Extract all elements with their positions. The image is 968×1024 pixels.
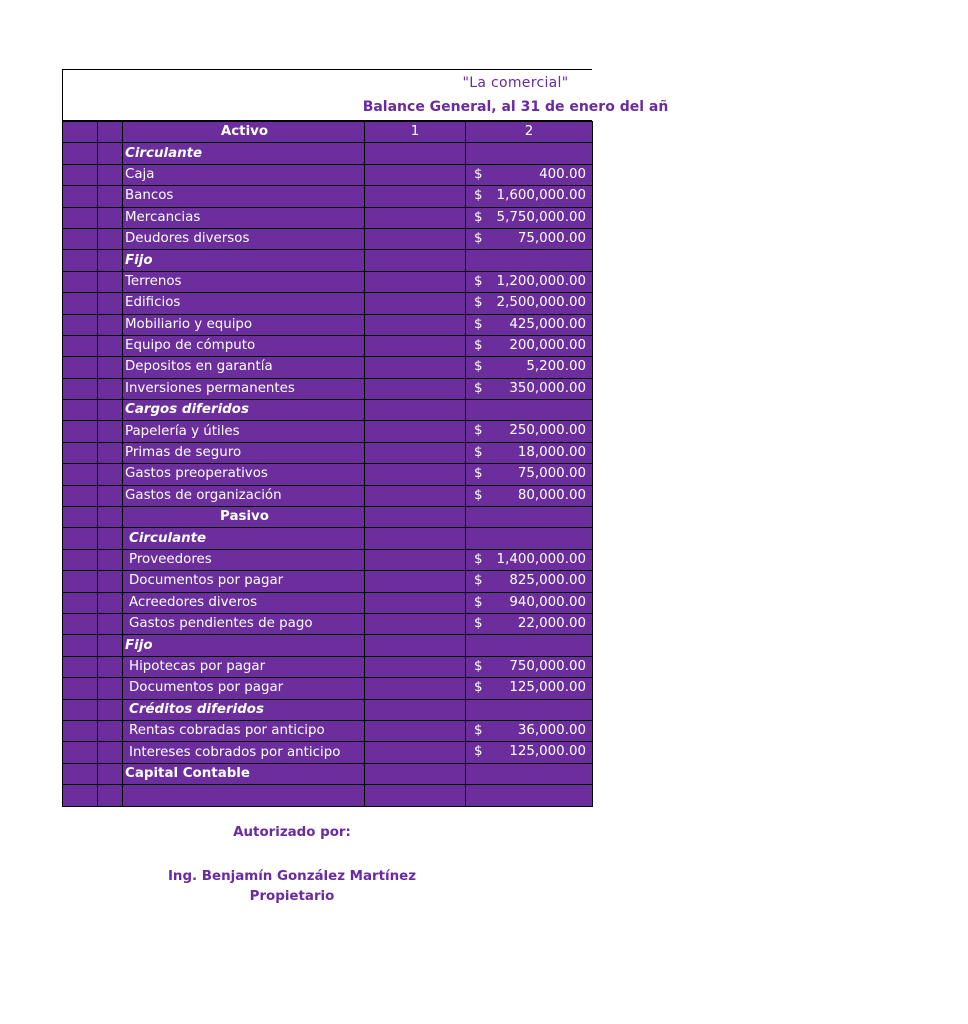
company-title: "La comercial" <box>462 75 569 91</box>
spacer-cell[interactable] <box>98 485 123 506</box>
amount-value: 18,000.00 <box>517 444 586 460</box>
amount-cell[interactable] <box>466 335 593 356</box>
table-row <box>63 271 593 292</box>
row-header-cell[interactable] <box>63 293 98 314</box>
column-1-cell[interactable] <box>365 699 466 720</box>
row-header-cell[interactable] <box>63 421 98 442</box>
spacer-cell[interactable] <box>98 699 123 720</box>
amount-cell[interactable] <box>466 485 593 506</box>
currency-symbol: $ <box>474 188 483 204</box>
row-header-cell[interactable] <box>63 228 98 249</box>
spacer-cell[interactable] <box>98 378 123 399</box>
table-row <box>63 464 593 485</box>
section-label[interactable]: Fijo <box>123 250 365 271</box>
account-label[interactable]: Documentos por pagar <box>123 571 365 592</box>
section-label[interactable]: Créditos diferidos <box>123 699 365 720</box>
amount-cell[interactable] <box>466 571 593 592</box>
spacer-cell[interactable] <box>98 549 123 570</box>
table-row <box>63 314 593 335</box>
table-row <box>63 335 593 356</box>
column-1-header[interactable]: 1 <box>365 122 466 143</box>
row-header-cell[interactable] <box>63 720 98 741</box>
table-row <box>63 785 593 806</box>
amount-cell[interactable] <box>466 442 593 463</box>
row-header-cell[interactable] <box>63 442 98 463</box>
currency-symbol: $ <box>474 380 483 396</box>
spacer-cell[interactable] <box>98 656 123 677</box>
section-heading[interactable]: Capital Contable <box>123 763 365 784</box>
amount-value: 75,000.00 <box>517 230 586 246</box>
section-label[interactable]: Cargos diferidos <box>123 400 365 421</box>
table-row <box>63 549 593 570</box>
amount-value: 1,400,000.00 <box>496 551 586 567</box>
spacer-cell[interactable] <box>98 742 123 763</box>
amount-cell[interactable] <box>466 164 593 185</box>
authorizer-role: Propietario <box>249 889 335 904</box>
account-label[interactable]: Documentos por pagar <box>123 678 365 699</box>
spacer-cell[interactable] <box>98 314 123 335</box>
account-label[interactable]: Edificios <box>123 293 365 314</box>
column-1-cell[interactable] <box>365 271 466 292</box>
column-1-cell[interactable] <box>365 357 466 378</box>
amount-cell[interactable] <box>466 250 593 271</box>
amount-cell[interactable] <box>466 207 593 228</box>
currency-symbol: $ <box>474 444 483 460</box>
account-label[interactable]: Terrenos <box>123 271 365 292</box>
currency-symbol: $ <box>474 166 483 182</box>
amount-cell[interactable] <box>466 613 593 634</box>
currency-symbol: $ <box>474 295 483 311</box>
row-header-cell[interactable] <box>63 357 98 378</box>
currency-symbol: $ <box>474 615 483 631</box>
amount-value: 750,000.00 <box>509 658 586 674</box>
row-header-cell[interactable] <box>63 763 98 784</box>
row-header-cell[interactable] <box>63 164 98 185</box>
table-row <box>63 528 593 549</box>
row-header-cell[interactable] <box>63 143 98 164</box>
amount-cell[interactable] <box>466 763 593 784</box>
row-header-cell[interactable] <box>63 507 98 528</box>
account-label[interactable]: Caja <box>123 164 365 185</box>
table-row <box>63 357 593 378</box>
account-label[interactable]: Gastos preoperativos <box>123 464 365 485</box>
amount-value: 200,000.00 <box>509 337 586 353</box>
spacer-cell[interactable] <box>98 400 123 421</box>
account-label[interactable]: Papelería y útiles <box>123 421 365 442</box>
table-row <box>63 571 593 592</box>
row-header-cell[interactable] <box>63 571 98 592</box>
row-header-cell[interactable] <box>63 656 98 677</box>
amount-value: 5,750,000.00 <box>496 209 586 225</box>
amount-cell[interactable] <box>466 143 593 164</box>
table-row <box>63 720 593 741</box>
account-label[interactable]: Rentas cobradas por anticipo <box>123 720 365 741</box>
currency-symbol: $ <box>474 680 483 696</box>
table-row <box>63 742 593 763</box>
column-1-cell[interactable] <box>365 400 466 421</box>
row-header-cell[interactable] <box>63 122 98 143</box>
amount-value: 940,000.00 <box>509 594 586 610</box>
amount-cell[interactable] <box>466 378 593 399</box>
column-1-cell[interactable] <box>365 742 466 763</box>
row-header-cell[interactable] <box>63 785 98 806</box>
row-header-cell[interactable] <box>63 592 98 613</box>
table-row <box>63 378 593 399</box>
spacer-cell[interactable] <box>98 635 123 656</box>
column-1-cell[interactable] <box>365 678 466 699</box>
amount-cell[interactable] <box>466 720 593 741</box>
spacer-cell[interactable] <box>98 143 123 164</box>
amount-cell[interactable] <box>466 186 593 207</box>
currency-symbol: $ <box>474 337 483 353</box>
table-row <box>63 635 593 656</box>
row-header-cell[interactable] <box>63 678 98 699</box>
account-label[interactable]: Intereses cobrados por anticipo <box>123 742 365 763</box>
title-block <box>62 69 669 121</box>
section-label[interactable]: Circulante <box>123 143 365 164</box>
section-heading[interactable]: Pasivo <box>123 507 365 528</box>
currency-symbol: $ <box>474 722 483 738</box>
currency-symbol: $ <box>474 230 483 246</box>
column-1-cell[interactable] <box>365 228 466 249</box>
amount-value: 250,000.00 <box>509 423 586 439</box>
amount-value: 425,000.00 <box>509 316 586 332</box>
section-label[interactable]: Fijo <box>123 635 365 656</box>
column-1-cell[interactable] <box>365 421 466 442</box>
table-row <box>63 164 593 185</box>
column-1-cell[interactable] <box>365 207 466 228</box>
spacer-cell[interactable] <box>98 335 123 356</box>
column-1-cell[interactable] <box>365 549 466 570</box>
table-row <box>63 186 593 207</box>
currency-symbol: $ <box>474 423 483 439</box>
column-1-cell[interactable] <box>365 571 466 592</box>
table-row <box>63 507 593 528</box>
amount-value: 1,200,000.00 <box>496 273 586 289</box>
amount-cell[interactable] <box>466 314 593 335</box>
currency-symbol: $ <box>474 658 483 674</box>
spacer-cell[interactable] <box>98 164 123 185</box>
amount-value: 400.00 <box>539 166 586 182</box>
amount-cell[interactable] <box>466 421 593 442</box>
column-1-cell[interactable] <box>365 656 466 677</box>
amount-cell[interactable] <box>466 742 593 763</box>
amount-value: 75,000.00 <box>517 466 586 482</box>
spacer-cell[interactable] <box>98 442 123 463</box>
amount-cell[interactable] <box>466 549 593 570</box>
currency-symbol: $ <box>474 594 483 610</box>
column-1-cell[interactable] <box>365 186 466 207</box>
row-header-cell[interactable] <box>63 186 98 207</box>
concept-cell[interactable] <box>123 785 365 806</box>
amount-cell[interactable] <box>466 678 593 699</box>
row-header-cell[interactable] <box>63 314 98 335</box>
table-row <box>63 678 593 699</box>
row-header-cell[interactable] <box>63 485 98 506</box>
currency-symbol: $ <box>474 209 483 225</box>
spacer-cell[interactable] <box>98 571 123 592</box>
table-row <box>63 656 593 677</box>
spacer-cell[interactable] <box>98 720 123 741</box>
balance-table <box>62 121 593 807</box>
amount-value: 125,000.00 <box>509 744 586 760</box>
account-label[interactable]: Primas de seguro <box>123 442 365 463</box>
column-1-cell[interactable] <box>365 143 466 164</box>
authorizer-name: Ing. Benjamín González Martínez <box>167 869 417 884</box>
amount-value: 1,600,000.00 <box>496 188 586 204</box>
account-label[interactable]: Equipo de cómputo <box>123 335 365 356</box>
authorized-by-label: Autorizado por: <box>233 825 351 840</box>
balance-sheet <box>62 69 669 807</box>
account-label[interactable]: Inversiones permanentes <box>123 378 365 399</box>
account-label[interactable]: Proveedores <box>123 549 365 570</box>
section-label[interactable]: Circulante <box>123 528 365 549</box>
currency-symbol: $ <box>474 273 483 289</box>
spacer-cell[interactable] <box>98 122 123 143</box>
currency-symbol: $ <box>474 551 483 567</box>
spacer-cell[interactable] <box>98 186 123 207</box>
spacer-cell[interactable] <box>98 293 123 314</box>
table-row <box>63 228 593 249</box>
column-1-cell[interactable] <box>365 507 466 528</box>
amount-cell[interactable] <box>466 592 593 613</box>
table-row <box>63 485 593 506</box>
column-1-cell[interactable] <box>365 720 466 741</box>
column-1-cell[interactable] <box>365 335 466 356</box>
column-1-cell[interactable] <box>365 442 466 463</box>
row-header-cell[interactable] <box>63 549 98 570</box>
currency-symbol: $ <box>474 466 483 482</box>
column-1-cell[interactable] <box>365 250 466 271</box>
currency-symbol: $ <box>474 573 483 589</box>
amount-value: 36,000.00 <box>517 722 586 738</box>
row-header-cell[interactable] <box>63 699 98 720</box>
account-label[interactable]: Gastos pendientes de pago <box>123 613 365 634</box>
spacer-cell[interactable] <box>98 357 123 378</box>
currency-symbol: $ <box>474 744 483 760</box>
row-header-cell[interactable] <box>63 464 98 485</box>
account-label[interactable]: Gastos de organización <box>123 485 365 506</box>
column-1-cell[interactable] <box>365 592 466 613</box>
amount-cell[interactable] <box>466 699 593 720</box>
account-label[interactable]: Mercancias <box>123 207 365 228</box>
spacer-cell[interactable] <box>98 785 123 806</box>
amount-cell[interactable] <box>466 400 593 421</box>
amount-cell[interactable] <box>466 271 593 292</box>
spacer-cell[interactable] <box>98 763 123 784</box>
report-subtitle: Balance General, al 31 de enero del añ <box>362 99 669 115</box>
spacer-cell[interactable] <box>98 592 123 613</box>
row-header-cell[interactable] <box>63 271 98 292</box>
concept-column-header[interactable]: Activo <box>123 122 365 143</box>
row-header-cell[interactable] <box>63 378 98 399</box>
column-1-cell[interactable] <box>365 464 466 485</box>
table-row <box>63 293 593 314</box>
column-2-header[interactable]: 2 <box>466 122 593 143</box>
account-label[interactable]: Bancos <box>123 186 365 207</box>
column-1-cell[interactable] <box>365 293 466 314</box>
amount-cell[interactable] <box>466 528 593 549</box>
column-1-cell[interactable] <box>365 528 466 549</box>
row-header-cell[interactable] <box>63 635 98 656</box>
table-row <box>63 699 593 720</box>
spacer-cell[interactable] <box>98 228 123 249</box>
currency-symbol: $ <box>474 316 483 332</box>
spacer-cell[interactable] <box>98 250 123 271</box>
amount-cell[interactable] <box>466 785 593 806</box>
account-label[interactable]: Depositos en garantía <box>123 357 365 378</box>
column-header-row <box>63 122 593 143</box>
table-row <box>63 250 593 271</box>
spacer-cell[interactable] <box>98 464 123 485</box>
amount-value: 2,500,000.00 <box>496 295 586 311</box>
spacer-cell[interactable] <box>98 421 123 442</box>
table-row <box>63 143 593 164</box>
spacer-cell[interactable] <box>98 613 123 634</box>
amount-value: 22,000.00 <box>517 615 586 631</box>
account-label[interactable]: Hipotecas por pagar <box>123 656 365 677</box>
table-row <box>63 613 593 634</box>
amount-cell[interactable] <box>466 464 593 485</box>
row-header-cell[interactable] <box>63 613 98 634</box>
amount-value: 5,200.00 <box>526 359 586 375</box>
amount-value: 80,000.00 <box>517 487 586 503</box>
spacer-cell[interactable] <box>98 271 123 292</box>
account-label[interactable]: Deudores diversos <box>123 228 365 249</box>
row-header-cell[interactable] <box>63 742 98 763</box>
amount-cell[interactable] <box>466 507 593 528</box>
column-1-cell[interactable] <box>365 485 466 506</box>
table-row <box>63 207 593 228</box>
column-1-cell[interactable] <box>365 613 466 634</box>
table-row <box>63 400 593 421</box>
spacer-cell[interactable] <box>98 528 123 549</box>
amount-cell[interactable] <box>466 357 593 378</box>
table-row <box>63 763 593 784</box>
row-header-cell[interactable] <box>63 250 98 271</box>
account-label[interactable]: Acreedores diveros <box>123 592 365 613</box>
row-header-cell[interactable] <box>63 335 98 356</box>
spacer-cell[interactable] <box>98 507 123 528</box>
amount-cell[interactable] <box>466 228 593 249</box>
column-1-cell[interactable] <box>365 164 466 185</box>
account-label[interactable]: Mobiliario y equipo <box>123 314 365 335</box>
currency-symbol: $ <box>474 487 483 503</box>
column-1-cell[interactable] <box>365 314 466 335</box>
table-row <box>63 442 593 463</box>
column-1-cell[interactable] <box>365 763 466 784</box>
row-header-cell[interactable] <box>63 207 98 228</box>
column-1-cell[interactable] <box>365 635 466 656</box>
table-row <box>63 421 593 442</box>
spacer-cell[interactable] <box>98 678 123 699</box>
row-header-cell[interactable] <box>63 400 98 421</box>
amount-cell[interactable] <box>466 635 593 656</box>
amount-cell[interactable] <box>466 656 593 677</box>
column-1-cell[interactable] <box>365 785 466 806</box>
table-row <box>63 592 593 613</box>
amount-value: 125,000.00 <box>509 680 586 696</box>
amount-cell[interactable] <box>466 293 593 314</box>
currency-symbol: $ <box>474 359 483 375</box>
amount-value: 350,000.00 <box>509 380 586 396</box>
column-1-cell[interactable] <box>365 378 466 399</box>
amount-value: 825,000.00 <box>509 573 586 589</box>
spacer-cell[interactable] <box>98 207 123 228</box>
row-header-cell[interactable] <box>63 528 98 549</box>
